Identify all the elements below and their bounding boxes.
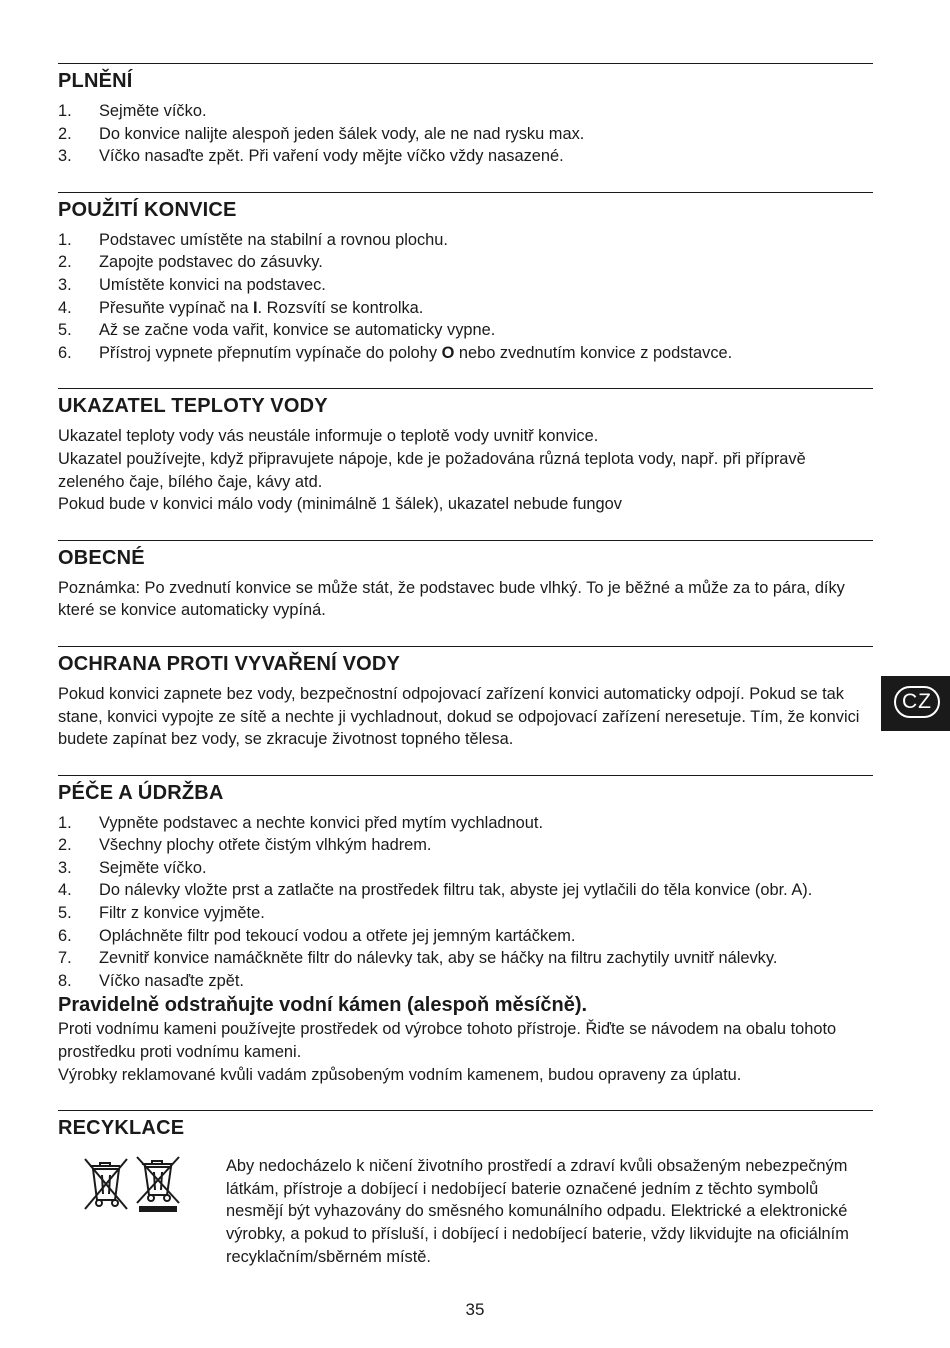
list-item — [58, 123, 873, 146]
list-item — [58, 100, 873, 123]
switch-position-off: O — [441, 343, 455, 362]
item-text: Zapojte podstavec do zásuvky. — [99, 253, 323, 272]
item-number: 1. — [58, 813, 72, 832]
section-boil-dry-protection — [58, 646, 873, 751]
item-number: 5. — [58, 904, 72, 923]
item-text: Všechny plochy otřete čistým vlhkým hadrem. — [99, 836, 432, 855]
item-number: 2. — [58, 124, 72, 143]
list-item — [58, 145, 873, 168]
list-item — [58, 251, 873, 274]
section-title: OCHRANA PROTI VYVAŘENÍ VODY — [58, 652, 401, 675]
item-number: 1. — [58, 102, 72, 120]
item-text: Zevnitř konvice namáčkněte filtr do nálevky tak, aby se háčky na filtru zachytily uvnitř nálevky. — [99, 949, 778, 968]
list-item — [58, 342, 873, 365]
paragraph: Pokud konvici zapnete bez vody, bezpečnostní odpojovací zařízení konvici automaticky odpojí. Pokud se tak stane, konvici vypojte ze sítě a nechte ji vychladnout, dokud se odpojovací zařízení neresetuje. Tím, že konvici budete zapínat bez vody, se zkracuje životnost topného tělesa. — [58, 684, 860, 749]
section-title: PÉČE A ÚDRŽBA — [58, 781, 224, 804]
list-item — [58, 297, 873, 320]
item-number: 4. — [58, 298, 72, 317]
list-item — [58, 812, 873, 835]
list-item — [58, 274, 873, 297]
section-title: UKAZATEL TEPLOTY VODY — [58, 395, 328, 418]
item-number: 7. — [58, 949, 72, 968]
section-usage — [58, 192, 873, 365]
item-text: Filtr z konvice vyjměte. — [99, 904, 265, 923]
section-temperature-indicator — [58, 388, 873, 515]
list-item — [58, 319, 873, 342]
descaling-heading: Pravidelně odstraňujte vodní kámen (alespoň měsíčně). — [58, 994, 588, 1017]
item-number: 3. — [58, 858, 72, 877]
list-item — [58, 834, 873, 857]
section-title: OBECNÉ — [58, 546, 145, 569]
item-text: Sejměte víčko. — [99, 102, 207, 120]
item-text: . Rozsvítí se kontrolka. — [257, 298, 424, 317]
item-number: 6. — [58, 926, 72, 945]
item-number: 8. — [58, 971, 72, 990]
section-filling — [58, 63, 873, 168]
item-text: Až se začne voda vařit, konvice se automaticky vypne. — [99, 321, 496, 340]
item-number: 1. — [58, 230, 72, 249]
item-text: Víčko nasaďte zpět. Při vaření vody mějte víčko vždy nasazené. — [99, 147, 564, 166]
paragraph: Proti vodnímu kameni používejte prostředek od výrobce tohoto přístroje. Řiďte se návodem na obalu tohoto prostředku proti vodnímu kameni. — [58, 1020, 837, 1062]
list-item — [58, 879, 873, 902]
item-text: Víčko nasaďte zpět. — [99, 971, 244, 990]
item-text: Podstavec umístěte na stabilní a rovnou plochu. — [99, 230, 448, 249]
list-item — [58, 857, 873, 880]
care-steps — [58, 812, 873, 993]
item-number: 2. — [58, 836, 72, 855]
item-number: 3. — [58, 147, 72, 166]
page-number: 35 — [465, 1300, 485, 1319]
item-text: nebo zvednutím konvice z podstavce. — [454, 343, 733, 362]
item-text: Sejměte víčko. — [99, 858, 207, 877]
item-text: Přesuňte vypínač na — [99, 298, 253, 317]
item-number: 2. — [58, 253, 72, 272]
item-text: Do nálevky vložte prst a zatlačte na prostředek filtru tak, abyste jej vytlačili do těla konvice (obr. A). — [99, 881, 813, 900]
crossed-bin-bar-icon — [134, 1155, 182, 1213]
item-text: Opláchněte filtr pod tekoucí vodou a otřete jej jemným kartáčkem. — [99, 926, 576, 945]
section-title: POUŽITÍ KONVICE — [58, 198, 237, 221]
paragraph: Pokud bude v konvici málo vody (minimálně 1 šálek), ukazatel nebude fungov — [58, 495, 622, 514]
language-badge — [881, 676, 950, 731]
crossed-bin-icon — [82, 1155, 130, 1213]
section-recycling — [58, 1110, 873, 1268]
paragraph: Ukazatel používejte, když připravujete nápoje, kde je požadována různá teplota vody, např. při přípravě zeleného čaje, bílého čaje, kávy atd. — [58, 449, 806, 491]
language-code: CZ — [894, 686, 940, 718]
list-item — [58, 947, 873, 970]
item-number: 3. — [58, 275, 72, 294]
document-body — [58, 63, 873, 1278]
paragraph: Výrobky reklamované kvůli vadám způsobeným vodním kamenem, budou opraveny za úplatu. — [58, 1065, 742, 1084]
item-text: Přístroj vypnete přepnutím vypínače do polohy — [99, 343, 442, 362]
item-text: Umístěte konvici na podstavec. — [99, 275, 326, 294]
section-general — [58, 540, 873, 622]
item-number: 6. — [58, 343, 72, 362]
paragraph: Poznámka: Po zvednutí konvice se může stát, že podstavec bude vlhký. To je běžné a může za to pára, díky které se konvice automaticky vypíná. — [58, 578, 845, 620]
section-title: PLNĚNÍ — [58, 70, 133, 92]
item-text: Vypněte podstavec a nechte konvici před mytím vychladnout. — [99, 813, 544, 832]
filling-steps — [58, 100, 873, 168]
section-care-maintenance — [58, 775, 873, 1087]
item-text: Do konvice nalijte alespoň jeden šálek vody, ale ne nad rysku max. — [99, 124, 585, 143]
list-item — [58, 229, 873, 252]
section-title: RECYKLACE — [58, 1117, 185, 1140]
item-number: 5. — [58, 321, 72, 340]
list-item — [58, 925, 873, 948]
item-number: 4. — [58, 881, 72, 900]
usage-steps — [58, 229, 873, 365]
recycling-block — [58, 1147, 873, 1268]
list-item — [58, 902, 873, 925]
list-item — [58, 970, 873, 993]
switch-position-on: I — [252, 298, 258, 317]
paragraph: Ukazatel teploty vody vás neustále informuje o teplotě vody uvnitř konvice. — [58, 427, 599, 446]
recycling-text: Aby nedocházelo k ničení životního prostředí a zdraví kvůli obsaženým nebezpečným látkám, přístroje a dobíjecí i nedobíjecí baterie označené jedním z těchto symbolů nesmějí být vyhazovány do směsného komunálního odpadu. Elektrické a elektronické výrobky, a pokud to přísluší, i dobíjecí i nedobíjecí baterie, vždy likvidujte na oficiálním recyklačním/sběrném místě. — [226, 1157, 849, 1266]
recycling-symbols — [58, 1147, 226, 1268]
